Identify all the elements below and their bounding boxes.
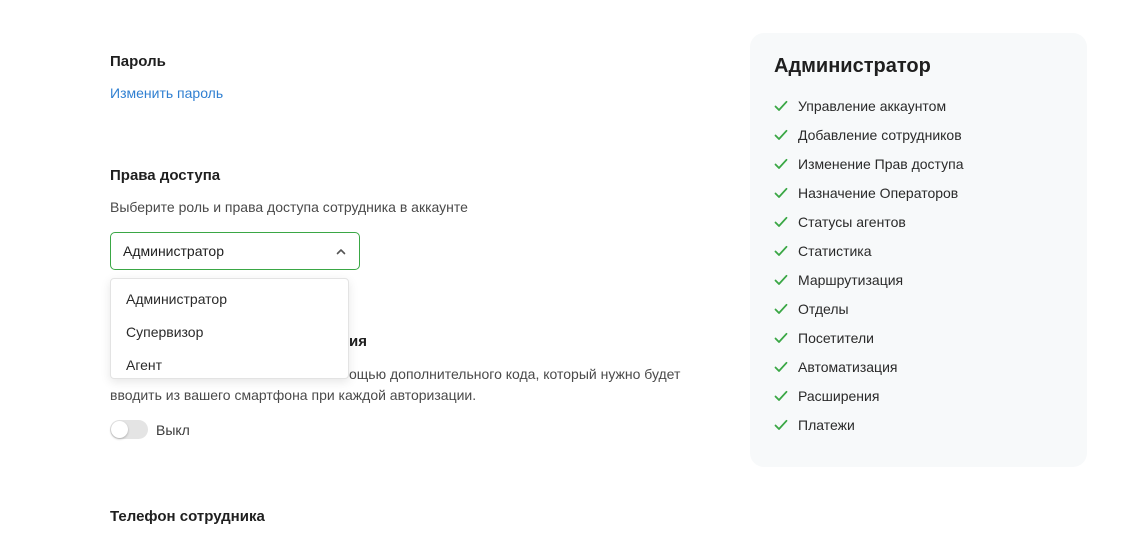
check-icon xyxy=(774,128,788,142)
permission-item xyxy=(774,294,1063,323)
permission-label: Автоматизация xyxy=(798,358,898,375)
permission-label: Изменение Прав доступа xyxy=(798,155,964,172)
permission-label: Добавление сотрудников xyxy=(798,126,962,143)
role-option-administrator[interactable]: Администратор xyxy=(126,291,228,307)
permission-list xyxy=(774,91,1063,439)
role-option-agent[interactable]: Агент xyxy=(126,357,163,373)
check-icon xyxy=(774,389,788,403)
check-icon xyxy=(774,360,788,374)
check-icon xyxy=(774,99,788,113)
check-icon xyxy=(774,331,788,345)
permission-item xyxy=(774,178,1063,207)
permission-label: Отделы xyxy=(798,300,849,317)
permission-label: Маршрутизация xyxy=(798,271,904,288)
permission-label: Платежи xyxy=(798,416,855,433)
two-factor-toggle-label: Выкл xyxy=(156,421,190,438)
role-option-supervisor[interactable]: Супервизор xyxy=(126,324,204,340)
role-card-title: Администратор xyxy=(774,55,931,77)
check-icon xyxy=(774,215,788,229)
permission-item xyxy=(774,120,1063,149)
check-icon xyxy=(774,186,788,200)
role-permissions-card xyxy=(750,33,1087,467)
check-icon xyxy=(774,302,788,316)
permission-item xyxy=(774,91,1063,120)
permission-item xyxy=(774,381,1063,410)
permission-label: Статистика xyxy=(798,242,872,259)
role-dropdown-menu xyxy=(110,278,349,379)
toggle-knob xyxy=(111,421,128,438)
check-icon xyxy=(774,244,788,258)
permission-item xyxy=(774,410,1063,439)
check-icon xyxy=(774,418,788,432)
role-select[interactable] xyxy=(110,232,360,270)
change-password-link[interactable]: Изменить пароль xyxy=(110,85,224,101)
two-factor-hint-line2: вводить из вашего смартфона при каждой авторизации. xyxy=(110,387,477,403)
permission-item xyxy=(774,207,1063,236)
access-rights-hint: Выберите роль и права доступа сотрудника в аккаунте xyxy=(110,199,468,215)
chevron-up-icon xyxy=(335,245,347,257)
two-factor-title: ия xyxy=(349,333,367,350)
permission-label: Посетители xyxy=(798,329,874,346)
permission-label: Статусы агентов xyxy=(798,213,906,230)
check-icon xyxy=(774,273,788,287)
permission-item xyxy=(774,352,1063,381)
permission-item xyxy=(774,149,1063,178)
employee-phone-title: Телефон сотрудника xyxy=(110,508,265,525)
permission-item xyxy=(774,236,1063,265)
permission-item xyxy=(774,323,1063,352)
access-rights-title: Права доступа xyxy=(110,167,221,184)
two-factor-toggle[interactable] xyxy=(110,420,148,439)
two-factor-toggle-row xyxy=(110,420,190,439)
permission-label: Назначение Операторов xyxy=(798,184,959,201)
password-section-title: Пароль xyxy=(110,53,166,70)
role-select-value: Администратор xyxy=(123,243,225,259)
permission-item xyxy=(774,265,1063,294)
permission-label: Управление аккаунтом xyxy=(798,97,947,114)
check-icon xyxy=(774,157,788,171)
permission-label: Расширения xyxy=(798,387,880,404)
two-factor-hint-line1: ощью дополнительного кода, который нужно будет xyxy=(349,366,681,382)
